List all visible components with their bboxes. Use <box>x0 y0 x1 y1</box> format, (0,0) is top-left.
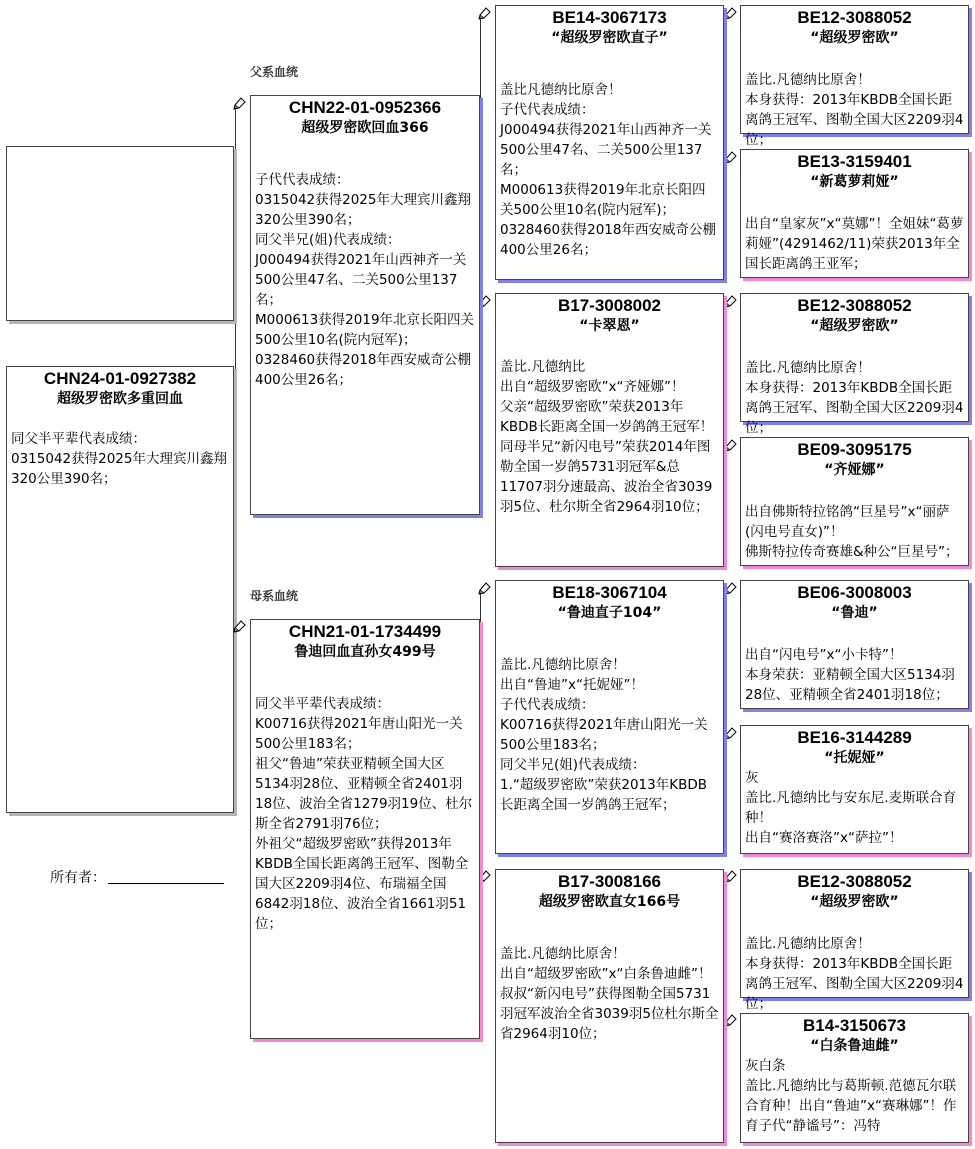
pigeon-name: 鲁迪回血直孙女499号 <box>294 644 436 660</box>
connector-line <box>726 877 727 1022</box>
ring-number: BE09-3095175 <box>797 440 912 459</box>
owner-line <box>108 869 224 884</box>
pedigree-notes: 出自佛斯特拉铭鸽“巨星号”x“丽萨(闪电号直女)”！ 佛斯特拉传奇赛雄&种公“巨星号”； <box>745 504 959 560</box>
pen-icon[interactable] <box>724 726 738 740</box>
pedigree-notes: 出自“闪电号”x“小卡特”！ 本身荣获：亚精顿全国大区5134羽28位、亚精顿全省2401羽18位； <box>745 647 955 703</box>
subject-card[interactable] <box>6 366 234 813</box>
pigeon-name: “托妮娅” <box>824 750 885 766</box>
sire-dam-dam-card[interactable] <box>740 437 969 566</box>
dam-card[interactable] <box>250 619 480 1039</box>
ring-number: CHN21-01-1734499 <box>288 622 442 641</box>
pedigree-notes: 盖比.凡德纳比原舍！ 出自“鲁迪”x“托妮娅”！ 子代代表成绩： K00716获得2021年唐山阳光一关500公里183名； 同父半兄(姐)代表成绩： 1.“超级罗密欧”荣获2013年KBDB长距离全国一岁鸽鸽王冠军； <box>500 657 708 813</box>
ring-number: B17-3008166 <box>557 872 662 891</box>
pigeon-name: “鲁迪” <box>831 605 878 621</box>
pedigree-notes: 盖比.凡德纳比原舍！ 本身获得：2013年KBDB全国长距离鸽王冠军、图勒全国大区2209羽4位； <box>745 936 964 1012</box>
pen-icon[interactable] <box>478 869 492 883</box>
dam-dam-sire-card[interactable] <box>740 869 969 1012</box>
sire-line-label: 父系血统 <box>250 65 299 79</box>
sire-sire-sire-card[interactable] <box>740 5 969 148</box>
ring-number: BE16-3144289 <box>797 728 912 747</box>
ring-number: B14-3150673 <box>802 1016 907 1035</box>
sire-dam-card[interactable] <box>495 293 724 567</box>
pigeon-name: “鲁迪直子104” <box>557 605 662 621</box>
owner-label: 所有者： <box>50 870 106 886</box>
pen-icon[interactable] <box>724 438 738 452</box>
ring-number: BE06-3008003 <box>797 583 912 602</box>
connector-line <box>480 590 481 877</box>
pigeon-name: “超级罗密欧” <box>810 30 899 46</box>
pedigree-notes: 盖比.凡德纳比原舍！ 出自“超级罗密欧”x“白条鲁迪雌”！ 叔叔“新闪电号”获得图勒全国5731羽冠军波治全省3039羽5位杜尔斯全省2964羽10位； <box>500 946 719 1042</box>
pigeon-name: “齐娅娜” <box>824 462 885 478</box>
sire-sire-card[interactable] <box>495 5 724 280</box>
pigeon-name: “白条鲁迪雌” <box>810 1038 899 1054</box>
connector-line <box>726 15 727 159</box>
ring-number: BE12-3088052 <box>797 872 912 891</box>
pedigree-notes: 同父半平辈代表成绩： K00716获得2021年唐山阳光一关500公里183名； 祖父“鲁迪”荣获亚精顿全国大区5134羽28位、亚精顿全省2401羽18位、波治全省1279羽19位、杜尔斯全省2791羽76位； 外祖父“超级罗密欧”获得2013年KBDB全国长距离鸽王冠军、图勒全国大区2209羽4位、布瑞福全国6842羽18位、波治全省1661羽51位； <box>255 696 473 932</box>
pedigree-notes: 同父半平辈代表成绩： 0315042获得2025年大理宾川鑫翔320公里390名； <box>11 431 227 487</box>
pedigree-notes: 灰 盖比.凡德纳比与安东尼.麦斯联合育种！ 出自“赛洛赛洛”x“萨拉”！ <box>745 770 957 846</box>
ring-number: CHN22-01-0952366 <box>288 98 442 117</box>
sire-card[interactable] <box>250 95 480 515</box>
pigeon-name: “卡翠恩” <box>579 318 640 334</box>
dam-sire-dam-card[interactable] <box>740 725 969 854</box>
pen-icon[interactable] <box>478 294 492 308</box>
dam-dam-card[interactable] <box>495 869 724 1143</box>
photo-box <box>6 146 234 321</box>
pigeon-name: “超级罗密欧” <box>810 318 899 334</box>
ring-number: BE18-3067104 <box>552 583 667 602</box>
dam-line-label: 母系血统 <box>250 589 299 603</box>
dam-sire-card[interactable] <box>495 580 724 854</box>
pedigree-notes: 子代代表成绩： 0315042获得2025年大理宾川鑫翔320公里390名； 同父半兄(姐)代表成绩： J000494获得2021年山西神齐一关500公里47名、二关500公里137名； M000613获得2019年北京长阳四关500公里10名(院内冠军)； 0328460获得2018年西安威奇公棚400公里26名； <box>255 172 475 388</box>
ring-number: BE12-3088052 <box>797 296 912 315</box>
pen-icon[interactable] <box>724 150 738 164</box>
pen-icon[interactable] <box>724 869 738 883</box>
ring-number: BE12-3088052 <box>797 8 912 27</box>
owner-field[interactable] <box>50 867 224 887</box>
connector-line <box>726 303 727 447</box>
pigeon-name: 超级罗密欧多重回血 <box>57 391 183 407</box>
connector-line <box>235 105 236 625</box>
connector-line <box>480 15 481 291</box>
pen-icon[interactable] <box>724 1013 738 1027</box>
pedigree-notes: 出自“皇家灰”x“莫娜”！全姐妹“葛萝莉娅”(4291462/11)荣获2013年全国长距离鸽王亚军； <box>745 216 964 272</box>
pen-icon[interactable] <box>233 619 247 633</box>
dam-sire-sire-card[interactable] <box>740 580 969 709</box>
pen-icon[interactable] <box>233 96 247 110</box>
pen-icon[interactable] <box>478 581 492 595</box>
pigeon-name: 超级罗密欧直女166号 <box>538 894 681 910</box>
pen-icon[interactable] <box>724 581 738 595</box>
dam-dam-dam-card[interactable] <box>740 1013 969 1143</box>
pigeon-name: “新葛萝莉娅” <box>810 174 899 190</box>
ring-number: BE13-3159401 <box>797 152 912 171</box>
pedigree-notes: 盖比.凡德纳比原舍！ 本身获得：2013年KBDB全国长距离鸽王冠军、图勒全国大区2209羽4位； <box>745 360 964 436</box>
sire-sire-dam-card[interactable] <box>740 149 969 278</box>
pedigree-notes: 灰白条 盖比.凡德纳比与葛斯顿.范德瓦尔联合育种！出自“鲁迪”x“赛琳娜”！作育子代“静谧号”：冯特 <box>745 1058 957 1134</box>
connector-line <box>726 590 727 734</box>
pigeon-name: “超级罗密欧” <box>810 894 899 910</box>
pigeon-name: “超级罗密欧直子” <box>551 30 668 46</box>
pedigree-notes: 盖比凡德纳比原舍！ 子代代表成绩： J000494获得2021年山西神齐一关500公里47名、二关500公里137名； M000613获得2019年北京长阳四关500公里10名(院内冠军)； 0328460获得2018年西安威奇公棚400公里26名； <box>500 82 716 258</box>
sire-dam-sire-card[interactable] <box>740 293 969 436</box>
ring-number: B17-3008002 <box>557 296 662 315</box>
ring-number: BE14-3067173 <box>552 8 667 27</box>
pen-icon[interactable] <box>724 294 738 308</box>
ring-number: CHN24-01-0927382 <box>43 369 197 388</box>
pigeon-name: 超级罗密欧回血366 <box>301 120 429 136</box>
pedigree-notes: 盖比.凡德纳比原舍！ 本身获得：2013年KBDB全国长距离鸽王冠军、图勒全国大区2209羽4位； <box>745 72 964 148</box>
pedigree-notes: 盖比.凡德纳比 出自“超级罗密欧”x“齐娅娜”！ 父亲“超级罗密欧”荣获2013年KBDB长距离全国一岁鸽鸽王冠军！ 同母半兄“新闪电号”荣获2014年图勒全国一岁鸽5731羽冠军&总11707羽分速最高、波治全省3039羽5位、杜尔斯全省2964羽10位； <box>500 359 714 515</box>
pen-icon[interactable] <box>724 6 738 20</box>
pen-icon[interactable] <box>478 6 492 20</box>
